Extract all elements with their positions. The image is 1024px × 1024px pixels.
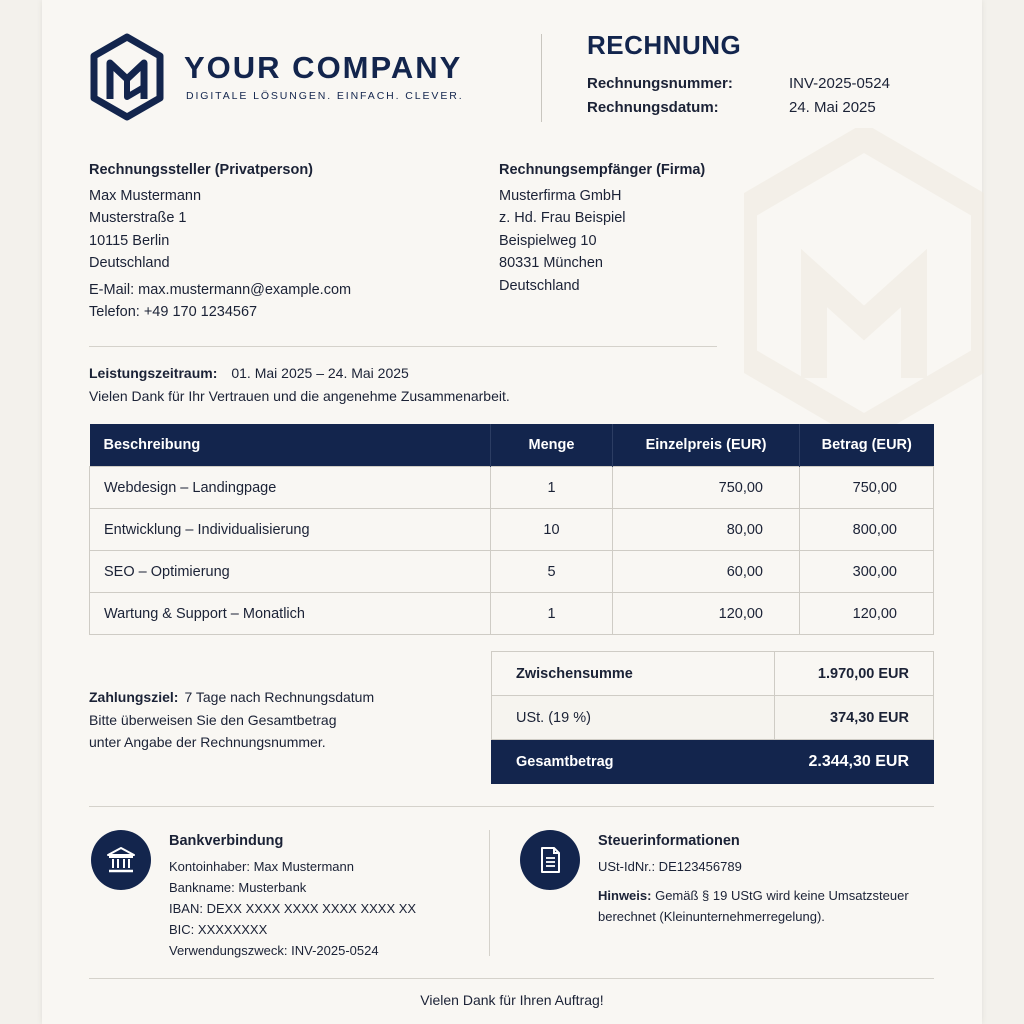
item-amount: 750,00 xyxy=(800,467,934,509)
watermark-logo-icon xyxy=(744,128,984,428)
divider xyxy=(89,806,934,807)
closing-text: Vielen Dank für Ihren Auftrag! xyxy=(420,992,604,1008)
company-tagline: DIGITALE LÖSUNGEN. EINFACH. CLEVER. xyxy=(186,90,464,102)
bank-details xyxy=(169,831,416,961)
sender-city: 10115 Berlin xyxy=(89,232,170,249)
invoice-page xyxy=(42,0,982,1024)
payment-terms xyxy=(89,686,374,754)
bank-icon-badge xyxy=(91,830,151,890)
tax-note-text: berechnet (Kleinunternehmerregelung). xyxy=(598,909,825,924)
invoice-date-label: Rechnungsdatum: xyxy=(587,99,719,116)
payment-reference: Verwendungszweck: INV-2025-0524 xyxy=(169,943,379,958)
recipient-country: Deutschland xyxy=(499,277,580,294)
payment-instruction: unter Angabe der Rechnungsnummer. xyxy=(89,734,326,750)
items-table xyxy=(89,424,934,635)
item-quantity: 5 xyxy=(491,551,613,593)
grand-total-row xyxy=(492,740,934,784)
sender-phone: Telefon: +49 170 1234567 xyxy=(89,304,258,320)
item-description: SEO – Optimierung xyxy=(90,551,491,593)
invoice-number: INV-2025-0524 xyxy=(789,75,890,92)
document-title: RECHNUNG xyxy=(587,30,742,60)
footer-divider xyxy=(489,830,490,956)
payment-term-label: Zahlungsziel: xyxy=(89,689,179,705)
payment-term-value: 7 Tage nach Rechnungsdatum xyxy=(184,689,375,705)
divider xyxy=(89,346,717,347)
table-row xyxy=(90,509,934,551)
sender-country: Deutschland xyxy=(89,255,170,271)
recipient-street: Beispielweg 10 xyxy=(499,232,597,249)
sender-heading: Rechnungssteller (Privatperson) xyxy=(89,162,313,178)
document-icon-badge xyxy=(520,830,580,890)
tax-note-label: Hinweis: xyxy=(598,888,652,903)
column-header: Einzelpreis (EUR) xyxy=(613,424,800,467)
account-holder: Kontoinhaber: Max Mustermann xyxy=(169,859,354,874)
tax-note-text: Gemäß § 19 UStG wird keine Umsatzsteuer xyxy=(655,888,909,903)
sender-block xyxy=(89,159,351,324)
item-unit-price: 60,00 xyxy=(613,551,800,593)
tax-heading: Steuerinformationen xyxy=(598,833,740,849)
subtotal-value: 1.970,00 EUR xyxy=(775,652,934,696)
item-amount: 800,00 xyxy=(800,509,934,551)
bank-name: Bankname: Musterbank xyxy=(169,880,307,895)
thanks-text: Vielen Dank für Ihr Vertrauen und die angenehme Zusammenarbeit. xyxy=(89,388,510,404)
sender-email: E-Mail: max.mustermann@example.com xyxy=(89,281,352,298)
company-name: YOUR COMPANY xyxy=(184,50,463,85)
vat-value: 374,30 EUR xyxy=(775,696,934,740)
service-period xyxy=(89,365,409,381)
subtotal-row xyxy=(492,652,934,696)
divider xyxy=(89,978,934,979)
column-header: Menge xyxy=(491,424,613,467)
header-divider xyxy=(541,34,542,122)
recipient-company: Musterfirma GmbH xyxy=(499,187,622,204)
table-row xyxy=(90,593,934,635)
item-unit-price: 750,00 xyxy=(613,467,800,509)
company-logo-icon xyxy=(90,33,164,121)
totals-table xyxy=(491,651,934,784)
bank-icon xyxy=(106,845,136,875)
column-header: Beschreibung xyxy=(90,424,491,467)
item-quantity: 1 xyxy=(491,467,613,509)
grand-total-label: Gesamtbetrag xyxy=(492,740,775,784)
recipient-attn: z. Hd. Frau Beispiel xyxy=(499,210,626,226)
vat-id: USt-IdNr.: DE123456789 xyxy=(598,859,742,874)
subtotal-label: Zwischensumme xyxy=(492,652,775,696)
grand-total-value: 2.344,30 EUR xyxy=(775,740,934,784)
invoice-number-label: Rechnungsnummer: xyxy=(587,75,733,92)
recipient-heading: Rechnungsempfänger (Firma) xyxy=(499,162,706,178)
iban: IBAN: DEXX XXXX XXXX XXXX XXXX XX xyxy=(169,901,417,916)
item-amount: 120,00 xyxy=(800,593,934,635)
sender-name: Max Mustermann xyxy=(89,187,202,204)
item-amount: 300,00 xyxy=(800,551,934,593)
tax-note xyxy=(598,885,909,906)
service-period-value: 01. Mai 2025 – 24. Mai 2025 xyxy=(231,365,409,381)
item-quantity: 10 xyxy=(491,509,613,551)
item-description: Wartung & Support – Monatlich xyxy=(90,593,491,635)
sender-street: Musterstraße 1 xyxy=(89,210,187,226)
document-icon xyxy=(535,845,565,875)
vat-label: USt. (19 %) xyxy=(492,696,775,740)
item-quantity: 1 xyxy=(491,593,613,635)
table-row xyxy=(90,551,934,593)
item-description: Entwicklung – Individualisierung xyxy=(90,509,491,551)
tax-details xyxy=(598,831,909,927)
recipient-city: 80331 München xyxy=(499,255,603,271)
item-unit-price: 120,00 xyxy=(613,593,800,635)
column-header: Betrag (EUR) xyxy=(800,424,934,467)
table-header-row xyxy=(90,424,934,467)
item-description: Webdesign – Landingpage xyxy=(90,467,491,509)
service-period-label: Leistungszeitraum: xyxy=(89,365,218,381)
payment-instruction: Bitte überweisen Sie den Gesamtbetrag xyxy=(89,711,337,728)
invoice-date: 24. Mai 2025 xyxy=(789,99,876,116)
table-row xyxy=(90,467,934,509)
item-unit-price: 80,00 xyxy=(613,509,800,551)
recipient-block xyxy=(499,159,705,297)
bank-heading: Bankverbindung xyxy=(169,833,284,849)
bic: BIC: XXXXXXXX xyxy=(169,922,268,937)
vat-row xyxy=(492,696,934,740)
